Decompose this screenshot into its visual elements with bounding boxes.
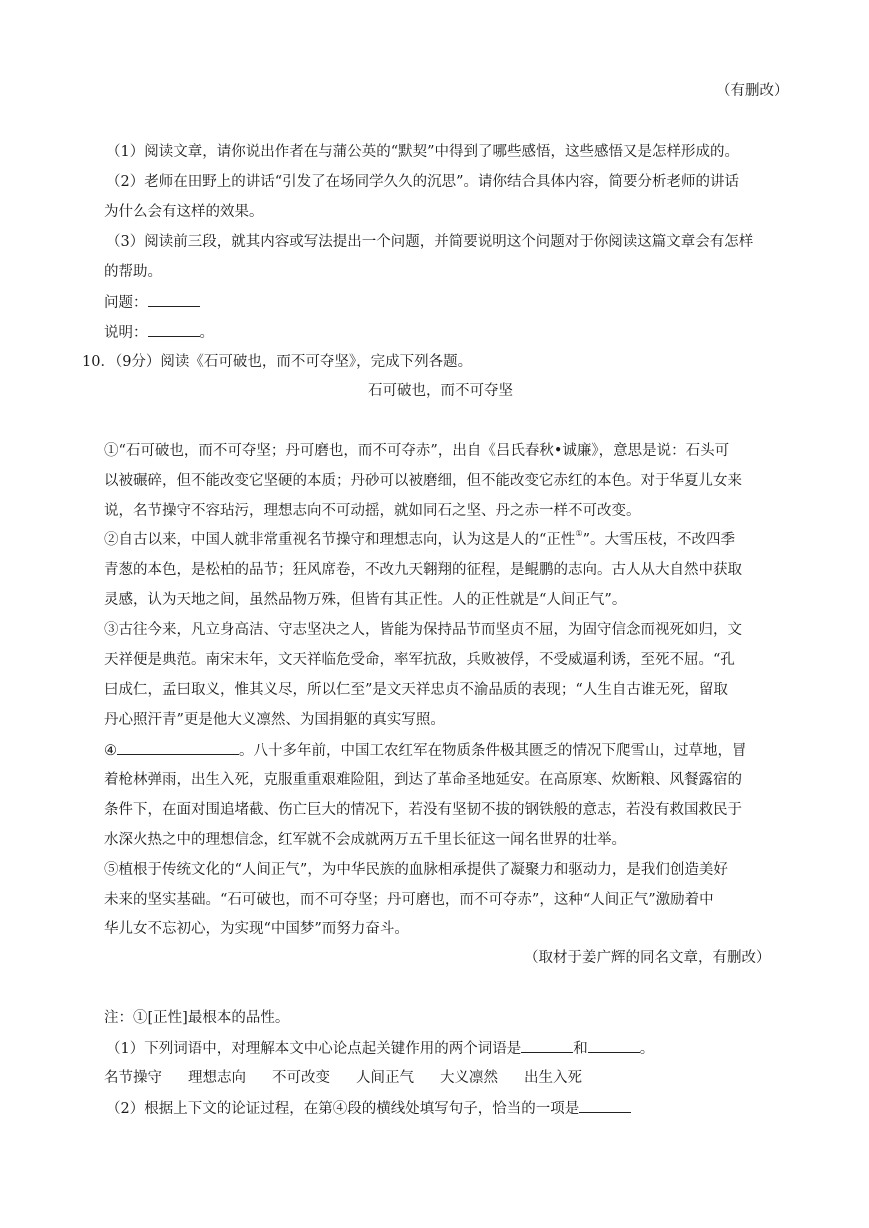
explain-end: 。 xyxy=(199,325,214,341)
q10-p5-line1: ⑤植根于传统文化的“人间正气”，为中华民族的血脉相承提供了凝聚力和驱动力，是我们创造美好 xyxy=(104,862,728,878)
sub1-blank-1[interactable] xyxy=(521,1038,573,1053)
q9-sub1: （1）阅读文章，请你说出作者在与蒲公英的“默契”中得到了哪些感悟，这些感悟又是怎样形成的。 xyxy=(106,144,740,160)
q10-p3-line4: 丹心照汗青”更是他大义凛然、为国捐躯的真实写照。 xyxy=(104,712,445,728)
word-option: 出生入死 xyxy=(524,1070,582,1086)
word-option: 名节操守 xyxy=(104,1070,162,1086)
footnote-marker: ① xyxy=(575,529,583,539)
q10-p2-line1 xyxy=(104,530,735,550)
q9-explain-row xyxy=(104,322,214,343)
q10-p2-line3: 灵感，认为天地之间，虽然品物万殊，但皆有其正性。人的正性就是“人间正气”。 xyxy=(104,592,627,608)
word-option: 理想志向 xyxy=(188,1070,246,1086)
q10-p5-line2: 未来的坚实基础。“石可破也，而不可夺坚；丹可磨也，而不可夺赤”，这种“人间正气”激励着中 xyxy=(104,892,714,908)
q10-word-options xyxy=(104,1068,608,1088)
question-label: 问题： xyxy=(104,295,148,311)
q9-question-row xyxy=(104,292,200,313)
p4-number: ④ xyxy=(104,743,117,759)
sub1-text: （1）下列词语中，对理解本文中心论点起关键作用的两个词语是 xyxy=(106,1041,522,1057)
q10-source: （取材于姜广辉的同名文章，有删改） xyxy=(524,950,771,966)
sub2-text: （2）根据上下文的论证过程，在第④段的横线处填写句子，恰当的一项是 xyxy=(106,1101,580,1117)
q9-sub2-line2: 为什么会有这样的效果。 xyxy=(104,204,264,220)
q10-intro: 10．（9分）阅读《石可破也，而不可夺坚》，完成下列各题。 xyxy=(82,354,473,370)
q10-p4-line1 xyxy=(104,740,747,761)
q10-p1-line3: 说，名节操守不容玷污，理想志向不可动摇，就如同石之坚、丹之赤一样不可改变。 xyxy=(104,503,641,519)
source-note-top: （有删改） xyxy=(716,83,789,99)
q9-sub3-line1: （3）阅读前三段，就其内容或写法提出一个问题，并简要说明这个问题对于你阅读这篇文章会有怎样 xyxy=(106,234,754,250)
word-option: 人间正气 xyxy=(356,1070,414,1086)
q10-p4-line3: 条件下，在面对围追堵截、伤亡巨大的情况下，若没有坚韧不拔的钢铁般的意志，若没有救国救民于 xyxy=(104,802,742,818)
q10-p3-line2: 天祥便是典范。南宋末年，文天祥临危受命，率军抗敌，兵败被俘，不受威逼利诱，至死不屈。“孔 xyxy=(104,652,735,668)
q9-sub2-line1: （2）老师在田野上的讲话“引发了在场同学久久的沉思”。请你结合具体内容，简要分析老师的讲话 xyxy=(106,174,740,190)
p2-text-a: ②自古以来，中国人就非常重视名节操守和理想志向，认为这是人的“正性 xyxy=(104,532,576,548)
q10-p1-line2: 以被碾碎，但不能改变它坚硬的本质；丹砂可以被磨细，但不能改变它赤红的本色。对于华夏儿女来 xyxy=(104,473,742,489)
question-answer-blank[interactable] xyxy=(148,292,200,307)
word-option: 大义凛然 xyxy=(440,1070,498,1086)
q10-sub2 xyxy=(106,1098,631,1119)
q10-p2-line2: 青葱的本色，是松柏的品节；狂风席卷，不改九天翱翔的征程，是鲲鹏的志向。古人从大自然中获取 xyxy=(104,562,742,578)
q10-p4-line2: 着枪林弹雨，出生入死，克服重重艰难险阻，到达了革命圣地延安。在高原寒、炊断粮、风餐露宿的 xyxy=(104,772,742,788)
q10-sub1 xyxy=(106,1038,654,1059)
q10-p4-line4: 水深火热之中的理想信念，红军就不会成就两万五千里长征这一闻名世界的壮举。 xyxy=(104,832,626,848)
sub1-and: 和 xyxy=(573,1041,588,1057)
explain-answer-blank[interactable] xyxy=(148,322,200,337)
q10-p1-line1: ①“石可破也，而不可夺坚；丹可磨也，而不可夺赤”，出自《吕氏春秋•诚廉》，意思是说：石头可 xyxy=(104,443,730,459)
q9-sub3-line2: 的帮助。 xyxy=(104,264,162,280)
explain-label: 说明： xyxy=(104,325,148,341)
sub1-blank-2[interactable] xyxy=(588,1038,640,1053)
sub2-blank[interactable] xyxy=(579,1098,631,1113)
p4-fill-blank[interactable] xyxy=(117,740,239,755)
q10-note: 注：①[正性]最根本的品性。 xyxy=(104,1010,290,1026)
q10-article-title: 石可破也，而不可夺坚 xyxy=(368,383,513,399)
word-option: 不可改变 xyxy=(272,1070,330,1086)
sub1-end: 。 xyxy=(639,1041,655,1057)
q10-p3-line3: 曰成仁，孟曰取义，惟其义尽，所以仁至”是文天祥忠贞不渝品质的表现；“人生自古谁无死，留取 xyxy=(104,682,728,698)
p4-text: 。八十多年前，中国工农红军在物质条件极其匮乏的情况下爬雪山，过草地，冒 xyxy=(239,743,747,759)
q10-p3-line1: ③古往今来，凡立身高洁、守志坚决之人，皆能为保持品节而坚贞不屈，为固守信念而视死如归，文 xyxy=(104,622,742,638)
q10-p5-line3: 华儿女不忘初心，为实现“中国梦”而努力奋斗。 xyxy=(104,921,409,937)
p2-text-b: ”。大雪压枝，不改四季 xyxy=(582,532,736,548)
